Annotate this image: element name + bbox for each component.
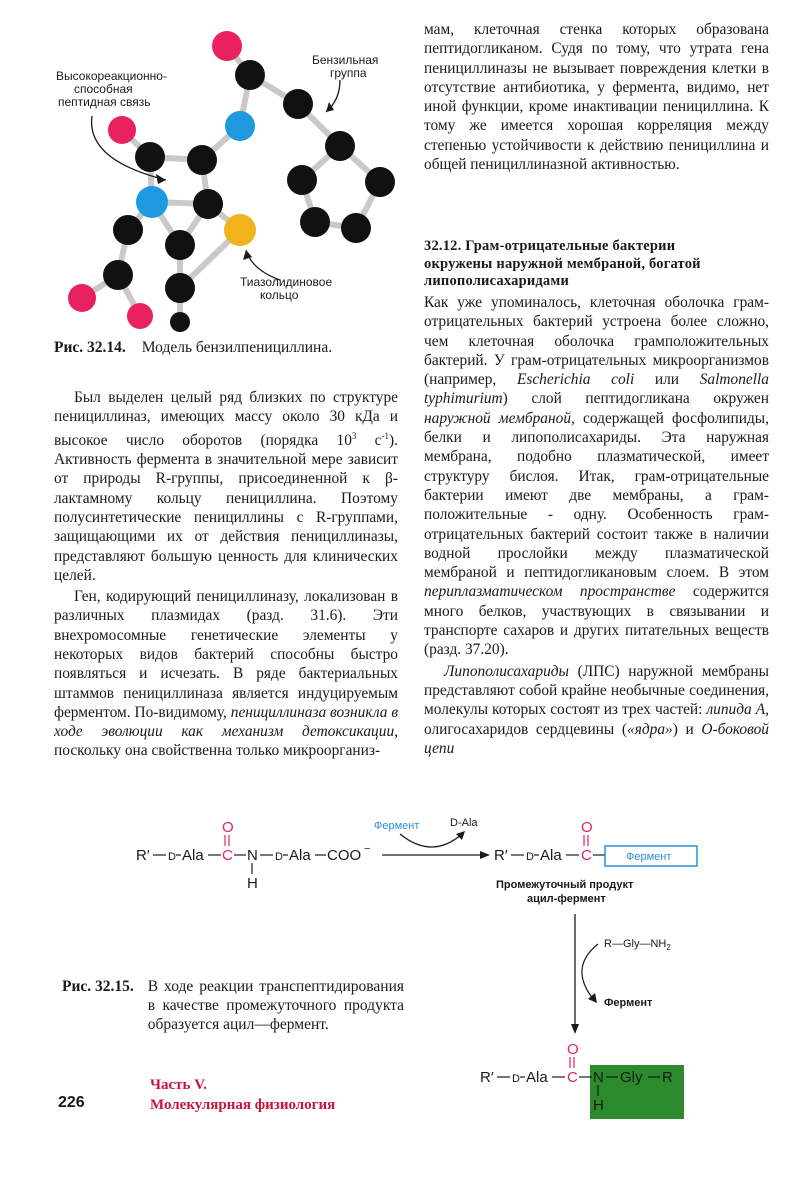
intermediate-title-1: Промежуточный продукт [496, 879, 634, 891]
label-peptide-bond-3: пептидная связь [58, 95, 151, 109]
nucleophile-label [604, 938, 671, 952]
intermediate-r: R′ [494, 847, 508, 864]
text: ) и [672, 720, 702, 738]
caption-number: Рис. 32.14. [54, 339, 126, 356]
italic-text: пенициллиназа возникла в ходе эволюции как механизм детоксикации, [54, 703, 398, 741]
label-peptide-bond-2: способная [74, 82, 133, 96]
product-gly: Gly [620, 1069, 643, 1086]
text: или [634, 371, 700, 389]
enzyme-box-label: Фермент [626, 851, 672, 863]
italic-text: липида А, [706, 701, 769, 719]
oxygen-atom [108, 116, 136, 144]
left-column [54, 388, 398, 761]
intermediate-ala: Ala [540, 847, 562, 864]
label-benzyl-2: группа [330, 66, 367, 80]
carbon-atom [283, 89, 313, 119]
carbon-atom [165, 273, 195, 303]
figure-transpeptidation-scheme [0, 810, 801, 1120]
product-ala: Ala [526, 1069, 548, 1086]
right-column-continued [424, 293, 769, 758]
reactant-d2: D [275, 851, 283, 863]
caption-text: Модель бензилпенициллина. [141, 339, 333, 356]
caption-number: Рис. 32.15. [62, 978, 134, 995]
product-o: O [567, 1041, 579, 1058]
carbon-atom [135, 142, 165, 172]
section-heading: 32.12. Грам-отрицательные бактерии окружены наружной мембраной, богатой липополисахаридами [424, 238, 701, 289]
italic-text: наружной мембраной, [424, 409, 575, 427]
carbon-atom [341, 213, 371, 243]
subscript: 2 [666, 943, 671, 952]
nitrogen-atom [136, 186, 168, 218]
enzyme-released: Фермент [604, 997, 653, 1009]
product-h: H [593, 1097, 604, 1114]
arrow-head [456, 831, 465, 840]
enzyme-label: Фермент [374, 820, 420, 832]
oxygen-atom [127, 303, 153, 329]
figure-benzylpenicillin-model [40, 20, 420, 332]
carbon-atom [287, 165, 317, 195]
intermediate-title-2: ацил-фермент [527, 893, 606, 905]
product-r: R′ [480, 1069, 494, 1086]
text: Был выделен целый ряд близких по структуре пенициллиназ, имеющих массу около 30 кДа и высокое число оборотов (порядка 10 [54, 389, 398, 449]
arrow-head [571, 1024, 579, 1034]
italic-text: Escherichia coli [516, 371, 635, 389]
oxygen-atom [68, 284, 96, 312]
text: (ЛПС) наружной мембраны представляют собой крайне необычные соединения, молекулы которых состоят из трех частей: [424, 662, 769, 719]
paragraph [424, 662, 769, 758]
molecule-diagram [40, 20, 420, 332]
reactant-n: N [247, 847, 258, 864]
reactant-o: O [222, 819, 234, 836]
superscript: -1 [381, 430, 390, 441]
figure-32-15-caption [62, 977, 404, 1034]
carbon-atom [300, 207, 330, 237]
paragraph [54, 587, 398, 761]
label-thiazolidine-1: Тиазолидиновое [240, 275, 333, 289]
superscript: 3 [351, 430, 357, 441]
product-c: C [567, 1069, 578, 1086]
nitrogen-atom [225, 111, 255, 141]
product-r2: R [662, 1069, 673, 1086]
part-label: Часть V. [150, 1077, 207, 1093]
carbon-atom [365, 167, 395, 197]
paragraph: мам, клеточная стенка которых образована пептидогликаном. Судя по тому, что утрата гена пенициллиназы не вызывает повреждения клетки в отсутствие антибиотика, у фермента, видимо, нет иной функции, кроме инактивации пенициллина. К тому же имеется хорошая корреляция между степенью устойчивости к действию пенициллина и общей пенициллиназной активностью. [424, 21, 769, 174]
text: с [356, 431, 382, 449]
reactant-c: C [222, 847, 233, 864]
product-n: N [593, 1069, 604, 1086]
figure-32-14-caption [54, 338, 414, 357]
intermediate-d: D [526, 851, 534, 863]
curved-arrow [582, 944, 598, 1000]
reactant-ala2: Ala [289, 847, 311, 864]
reactant-charge: − [364, 843, 371, 855]
carbon-atom [113, 215, 143, 245]
caption-text: В ходе реакции транспептидирования в качестве промежуточного продукта образуется ацил—фермент. [147, 978, 404, 1033]
reactant-coo: COO [327, 847, 362, 864]
text: содержащей фосфолипиды, белки и липополисахариды. Эта наружная мембрана, подобно плазматической, имеет структуру бислоя. Итак, грам-отрицательные бактерии имеют две мембраны, а грам-положительные - одну. Особенность грам-отрицательных бактерий состоит также в наличии водной прослойки между плазматической мембраной и пептидогликановым слоем. В этом [424, 409, 769, 582]
carbon-atom [165, 230, 195, 260]
part-title: Молекулярная физиология [150, 1097, 336, 1113]
right-column [424, 20, 769, 174]
carbon-atom [187, 145, 217, 175]
carbon-atom [170, 312, 190, 332]
label-thiazolidine-2: кольцо [260, 288, 299, 302]
product-d: D [512, 1073, 520, 1085]
italic-text: О-боковой цепи [424, 720, 769, 757]
intermediate-c: C [581, 847, 592, 864]
reaction-diagram [0, 810, 801, 1120]
paragraph [424, 293, 769, 660]
paragraph [54, 388, 398, 585]
intermediate-o: O [581, 819, 593, 836]
text: Как уже упоминалось, клеточная оболочка грам-отрицательных бактерий устроена более сложно, чем клеточная оболочка грамположительных бактерий. У грам-отрицательных микроорганизмов (например, [424, 294, 769, 389]
carbon-atom [193, 189, 223, 219]
page-number: 226 [58, 1094, 85, 1111]
italic-text: «ядра» [627, 720, 673, 738]
label-peptide-bond-1: Высокореакционно- [56, 69, 167, 83]
reactant-ala1: Ala [182, 847, 204, 864]
text: поскольку она свойственна только микроорганиз- [54, 742, 381, 760]
reactant-r: R′ [136, 847, 150, 864]
oxygen-atom [212, 31, 242, 61]
curved-arrow [400, 834, 462, 847]
text: ). Активность фермента в значительной мере зависит от природы R-группы, присоединенной к β-лактамному кольцу пенициллина. Поэтому полусинтетические пенициллины с R-группами, защищающими их от действия пенициллиназы, представляют большую ценность для клинических целей. [54, 431, 398, 584]
nucleophile-text: R—Gly—NH [604, 938, 667, 950]
released-d-ala: D-Ala [450, 817, 478, 829]
text: содержится много белков, участвующих в связывании и транспорте сахаров и других питательных веществ (разд. 37.20). [424, 583, 769, 659]
text: олигосахаридов сердцевины ( [424, 720, 627, 738]
italic-text: Salmonella typhimurium [424, 371, 769, 408]
carbon-atom [235, 60, 265, 90]
label-benzyl-1: Бензильная [312, 53, 379, 67]
carbon-atom [103, 260, 133, 290]
italic-text: Липополисахариды [444, 662, 569, 680]
reactant-d1: D [168, 851, 176, 863]
arrow-head [480, 851, 490, 859]
reactant-h: H [247, 875, 258, 892]
italic-text: периплазматическом пространстве [424, 583, 676, 601]
text: Ген, кодирующий пенициллиназу, локализован в различных плазмидах (разд. 31.6). Эти внехромосомные генетические элементы у некоторых видов бактерий способны быстро появляться и исчезать. В ряде бактериальных штаммов пенициллиназа является индуцируемым ферментом. По-видимому, [54, 588, 398, 721]
text: ) слой пептидогликана окружен [502, 390, 769, 408]
sulfur-atom [224, 214, 256, 246]
carbon-atom [325, 131, 355, 161]
